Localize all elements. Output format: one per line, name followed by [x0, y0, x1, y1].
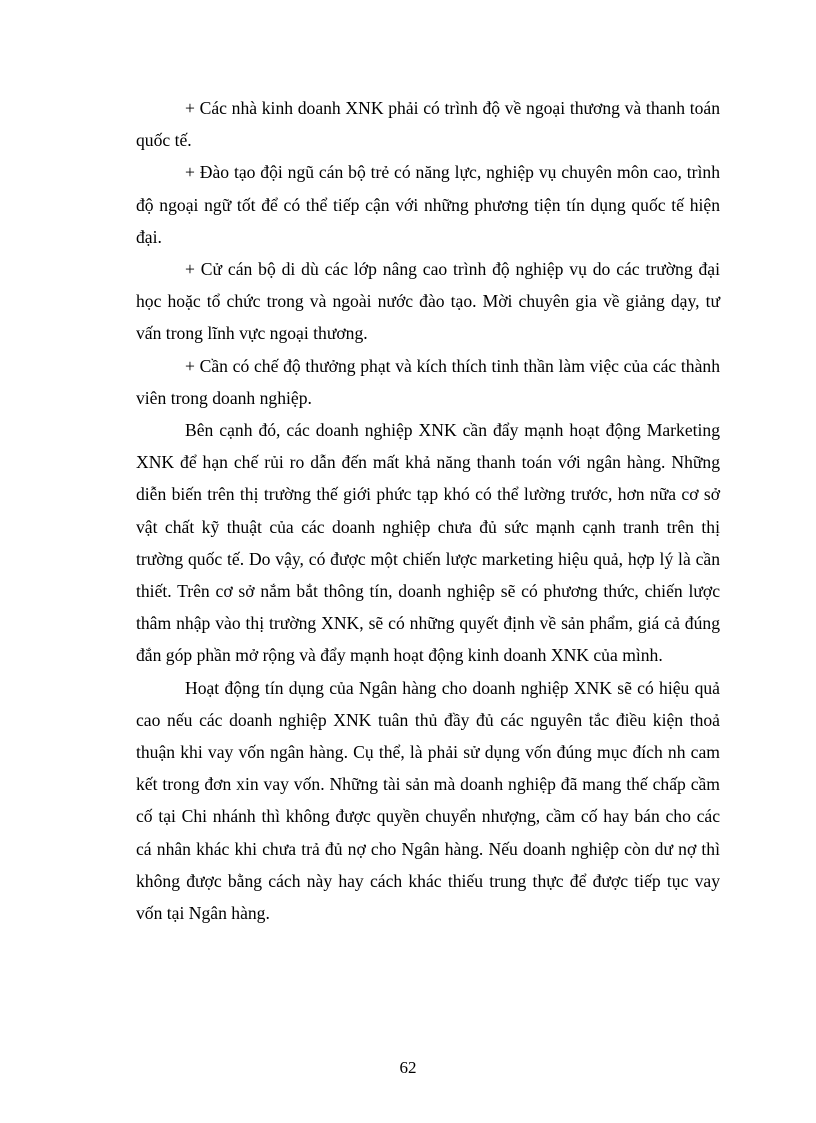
document-body [136, 92, 720, 929]
paragraph-marketing: Bên cạnh đó, các doanh nghiệp XNK cần đẩy mạnh hoạt động Marketing XNK để hạn chế rủi ro dẫn đến mất khả năng thanh toán với ngân hàng. Những diễn biến trên thị trường thế giới phức tạp khó có thể lường trước, hơn nữa cơ sở vật chất kỹ thuật của các doanh nghiệp chưa đủ sức mạnh cạnh tranh trên thị trường quốc tế. Do vậy, có được một chiến lược marketing hiệu quả, hợp lý là cần thiết. Trên cơ sở nắm bắt thông tín, doanh nghiệp sẽ có phương thức, chiến lược thâm nhập vào thị trường XNK, sẽ có những quyết định về sản phẩm, giá cả đúng đắn góp phần mở rộng và đẩy mạnh hoạt động kinh doanh XNK của mình. [136, 420, 720, 666]
paragraph-credit-compliance: Hoạt động tín dụng của Ngân hàng cho doanh nghiệp XNK sẽ có hiệu quả cao nếu các doanh nghiệp XNK tuân thủ đầy đủ các nguyên tắc điều kiện thoả thuận khi vay vốn ngân hàng. Cụ thể, là phải sử dụng vốn đúng mục đích nh cam kết trong đơn xin vay vốn. Những tài sản mà doanh nghiệp đã mang thế chấp cầm cố tại Chi nhánh thì không được quyền chuyển nhượng, cầm cố hay bán cho các cá nhân khác khi chưa trả đủ nợ cho Ngân hàng. Nếu doanh nghiệp còn dư nợ thì không được bằng cách này hay cách khác thiếu trung thực để được tiếp tục vay vốn tại Ngân hàng. [136, 677, 720, 924]
page-number: 62 [399, 1058, 417, 1077]
paragraph-staff-training: + Đào tạo đội ngũ cán bộ trẻ có năng lực, nghiệp vụ chuyên môn cao, trình độ ngoại ngữ tốt để có thể tiếp cận với những phương tiện tín dụng quốc tế hiện đại. [136, 162, 720, 247]
paragraph-reward-policy: + Cần có chế độ thưởng phạt và kích thích tinh thần làm việc của các thành viên trong doanh nghiệp. [136, 355, 720, 408]
paragraph-trade-expertise: + Các nhà kinh doanh XNK phải có trình độ về ngoại thương và thanh toán quốc tế. [136, 98, 720, 151]
paragraph-send-staff-courses: + Cử cán bộ di dù các lớp nâng cao trình độ nghiệp vụ do các trường đại học hoặc tổ chức trong và ngoài nước đào tạo. Mời chuyên gia về giảng dạy, tư vấn trong lĩnh vực ngoại thương. [136, 259, 720, 344]
